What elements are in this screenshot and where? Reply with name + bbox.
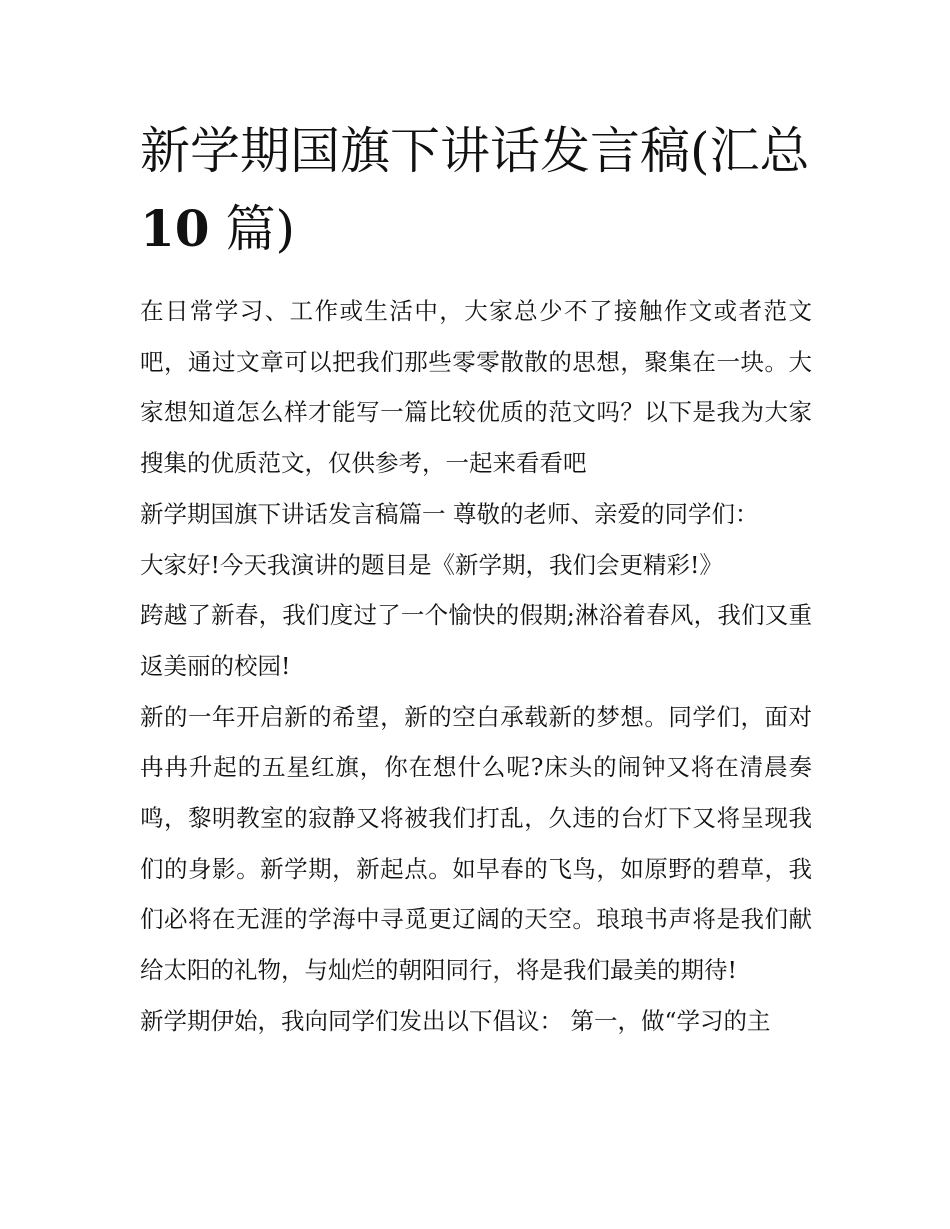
body-paragraph: 新的一年开启新的希望，新的空白承载新的梦想。同学们，面对冉冉升起的五星红旗，你在想什么呢?床头的闹钟又将在清晨奏鸣，黎明教室的寂静又将被我们打乱，久违的台灯下又将呈现我们的身影。新学期，新起点。如早春的飞鸟，如原野的碧草，我们必将在无涯的学海中寻觅更辽阔的天空。琅琅书声将是我们献给太阳的礼物，与灿烂的朝阳同行，将是我们最美的期待! [140,702,812,985]
title-line-2: 篇) [209,200,295,258]
speech-heading-paragraph: 新学期国旗下讲话发言稿篇一 尊敬的老师、亲爱的同学们： [140,499,759,528]
body-paragraph: 跨越了新春，我们度过了一个愉快的假期;淋浴着春风，我们又重返美丽的校园! [140,601,812,680]
document-body [140,286,812,1047]
title-number: 10 [140,199,210,258]
title-line-1: 新学期国旗下讲话发言稿(汇总 [140,122,810,180]
greeting-paragraph: 大家好!今天我演讲的题目是《新学期，我们会更精彩!》 [140,550,723,579]
document-title [140,112,812,268]
body-paragraph: 新学期伊始，我向同学们发出以下倡议： 第一，做“学习的主 [140,1006,771,1035]
intro-paragraph: 在日常学习、工作或生活中，大家总少不了接触作文或者范文吧，通过文章可以把我们那些零零散散的思想，聚集在一块。大家想知道怎么样才能写一篇比较优质的范文吗？以下是我为大家搜集的优质范文，仅供参考，一起来看看吧 [140,297,812,478]
document-content [140,112,812,1047]
